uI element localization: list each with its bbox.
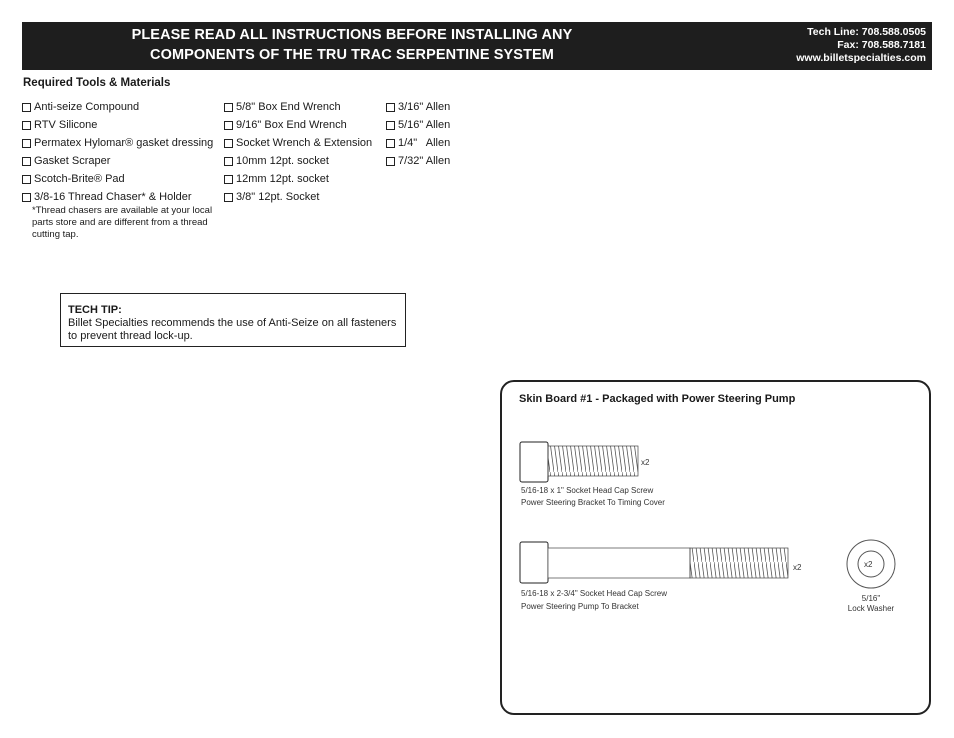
tech-tip-heading: TECH TIP: [68,304,122,316]
part1-name: 5/16-18 x 1" Socket Head Cap Screw [521,486,654,495]
page-title [32,25,672,65]
title-line-1: PLEASE READ ALL INSTRUCTIONS BEFORE INSTALLING ANY [131,27,573,43]
list-item: 3/8-16 Thread Chaser* & Holder [22,190,222,208]
part2-name: 5/16-18 x 2-3/4" Socket Head Cap Screw [521,589,668,598]
checkbox[interactable] [22,103,31,112]
list-item: 3/16" Allen [386,100,450,118]
checkbox[interactable] [224,175,233,184]
short-cap-screw-icon [520,442,638,482]
website: www.billetspecialties.com [796,52,926,64]
tools-column-1 [22,100,222,241]
tools-column-3 [386,100,450,172]
list-item: 5/16" Allen [386,118,450,136]
checkbox[interactable] [22,139,31,148]
list-item: Socket Wrench & Extension [224,136,372,154]
parts-illustration [502,382,929,713]
tech-tip-box [60,293,406,347]
part1-qty: x2 [641,458,650,467]
checkbox[interactable] [386,103,395,112]
checkbox[interactable] [386,139,395,148]
skin-board-panel [500,380,931,715]
list-item: 3/8" 12pt. Socket [224,190,372,208]
checkbox[interactable] [224,139,233,148]
checkbox[interactable] [386,157,395,166]
list-item: 7/32" Allen [386,154,450,172]
checkbox[interactable] [22,157,31,166]
list-item: 5/8" Box End Wrench [224,100,372,118]
checkbox[interactable] [22,121,31,130]
list-item: Gasket Scraper [22,154,222,172]
list-item: 9/16" Box End Wrench [224,118,372,136]
list-item: Permatex Hylomar® gasket dressing [22,136,222,154]
tech-line: Tech Line: 708.588.0505 [807,26,926,38]
list-item: RTV Silicone [22,118,222,136]
tools-column-2 [224,100,372,208]
checkbox[interactable] [224,103,233,112]
part2-qty: x2 [793,563,802,572]
long-cap-screw-icon [520,542,788,583]
list-item: 1/4" Allen [386,136,450,154]
part2-use: Power Steering Pump To Bracket [521,602,639,611]
checkbox[interactable] [224,193,233,202]
header-banner [22,22,932,70]
list-item: Scotch-Brite® Pad [22,172,222,190]
part3-qty: x2 [864,560,873,569]
part3-name: Lock Washer [847,604,895,613]
list-item: Anti-seize Compound [22,100,222,118]
list-item: 12mm 12pt. socket [224,172,372,190]
thread-chaser-note: *Thread chasers are available at your local parts store and are different from a thread cutting tap. [32,205,213,240]
contact-info [796,26,926,65]
checkbox[interactable] [224,121,233,130]
part3-size: 5/16" [861,594,881,603]
part1-use: Power Steering Bracket To Timing Cover [521,498,665,507]
checkbox[interactable] [386,121,395,130]
tools-title: Required Tools & Materials [23,77,171,89]
checkbox[interactable] [22,175,31,184]
list-item: 10mm 12pt. socket [224,154,372,172]
fax-number: Fax: 708.588.7181 [837,39,926,51]
checkbox[interactable] [22,193,31,202]
checkbox[interactable] [224,157,233,166]
skin-board-title: Skin Board #1 - Packaged with Power Steering Pump [519,393,796,405]
title-line-2: COMPONENTS OF THE TRU TRAC SERPENTINE SYSTEM [150,47,554,63]
tech-tip-text: Billet Specialties recommends the use of Anti-Seize on all fasteners to prevent thread lock-up. [68,317,397,342]
